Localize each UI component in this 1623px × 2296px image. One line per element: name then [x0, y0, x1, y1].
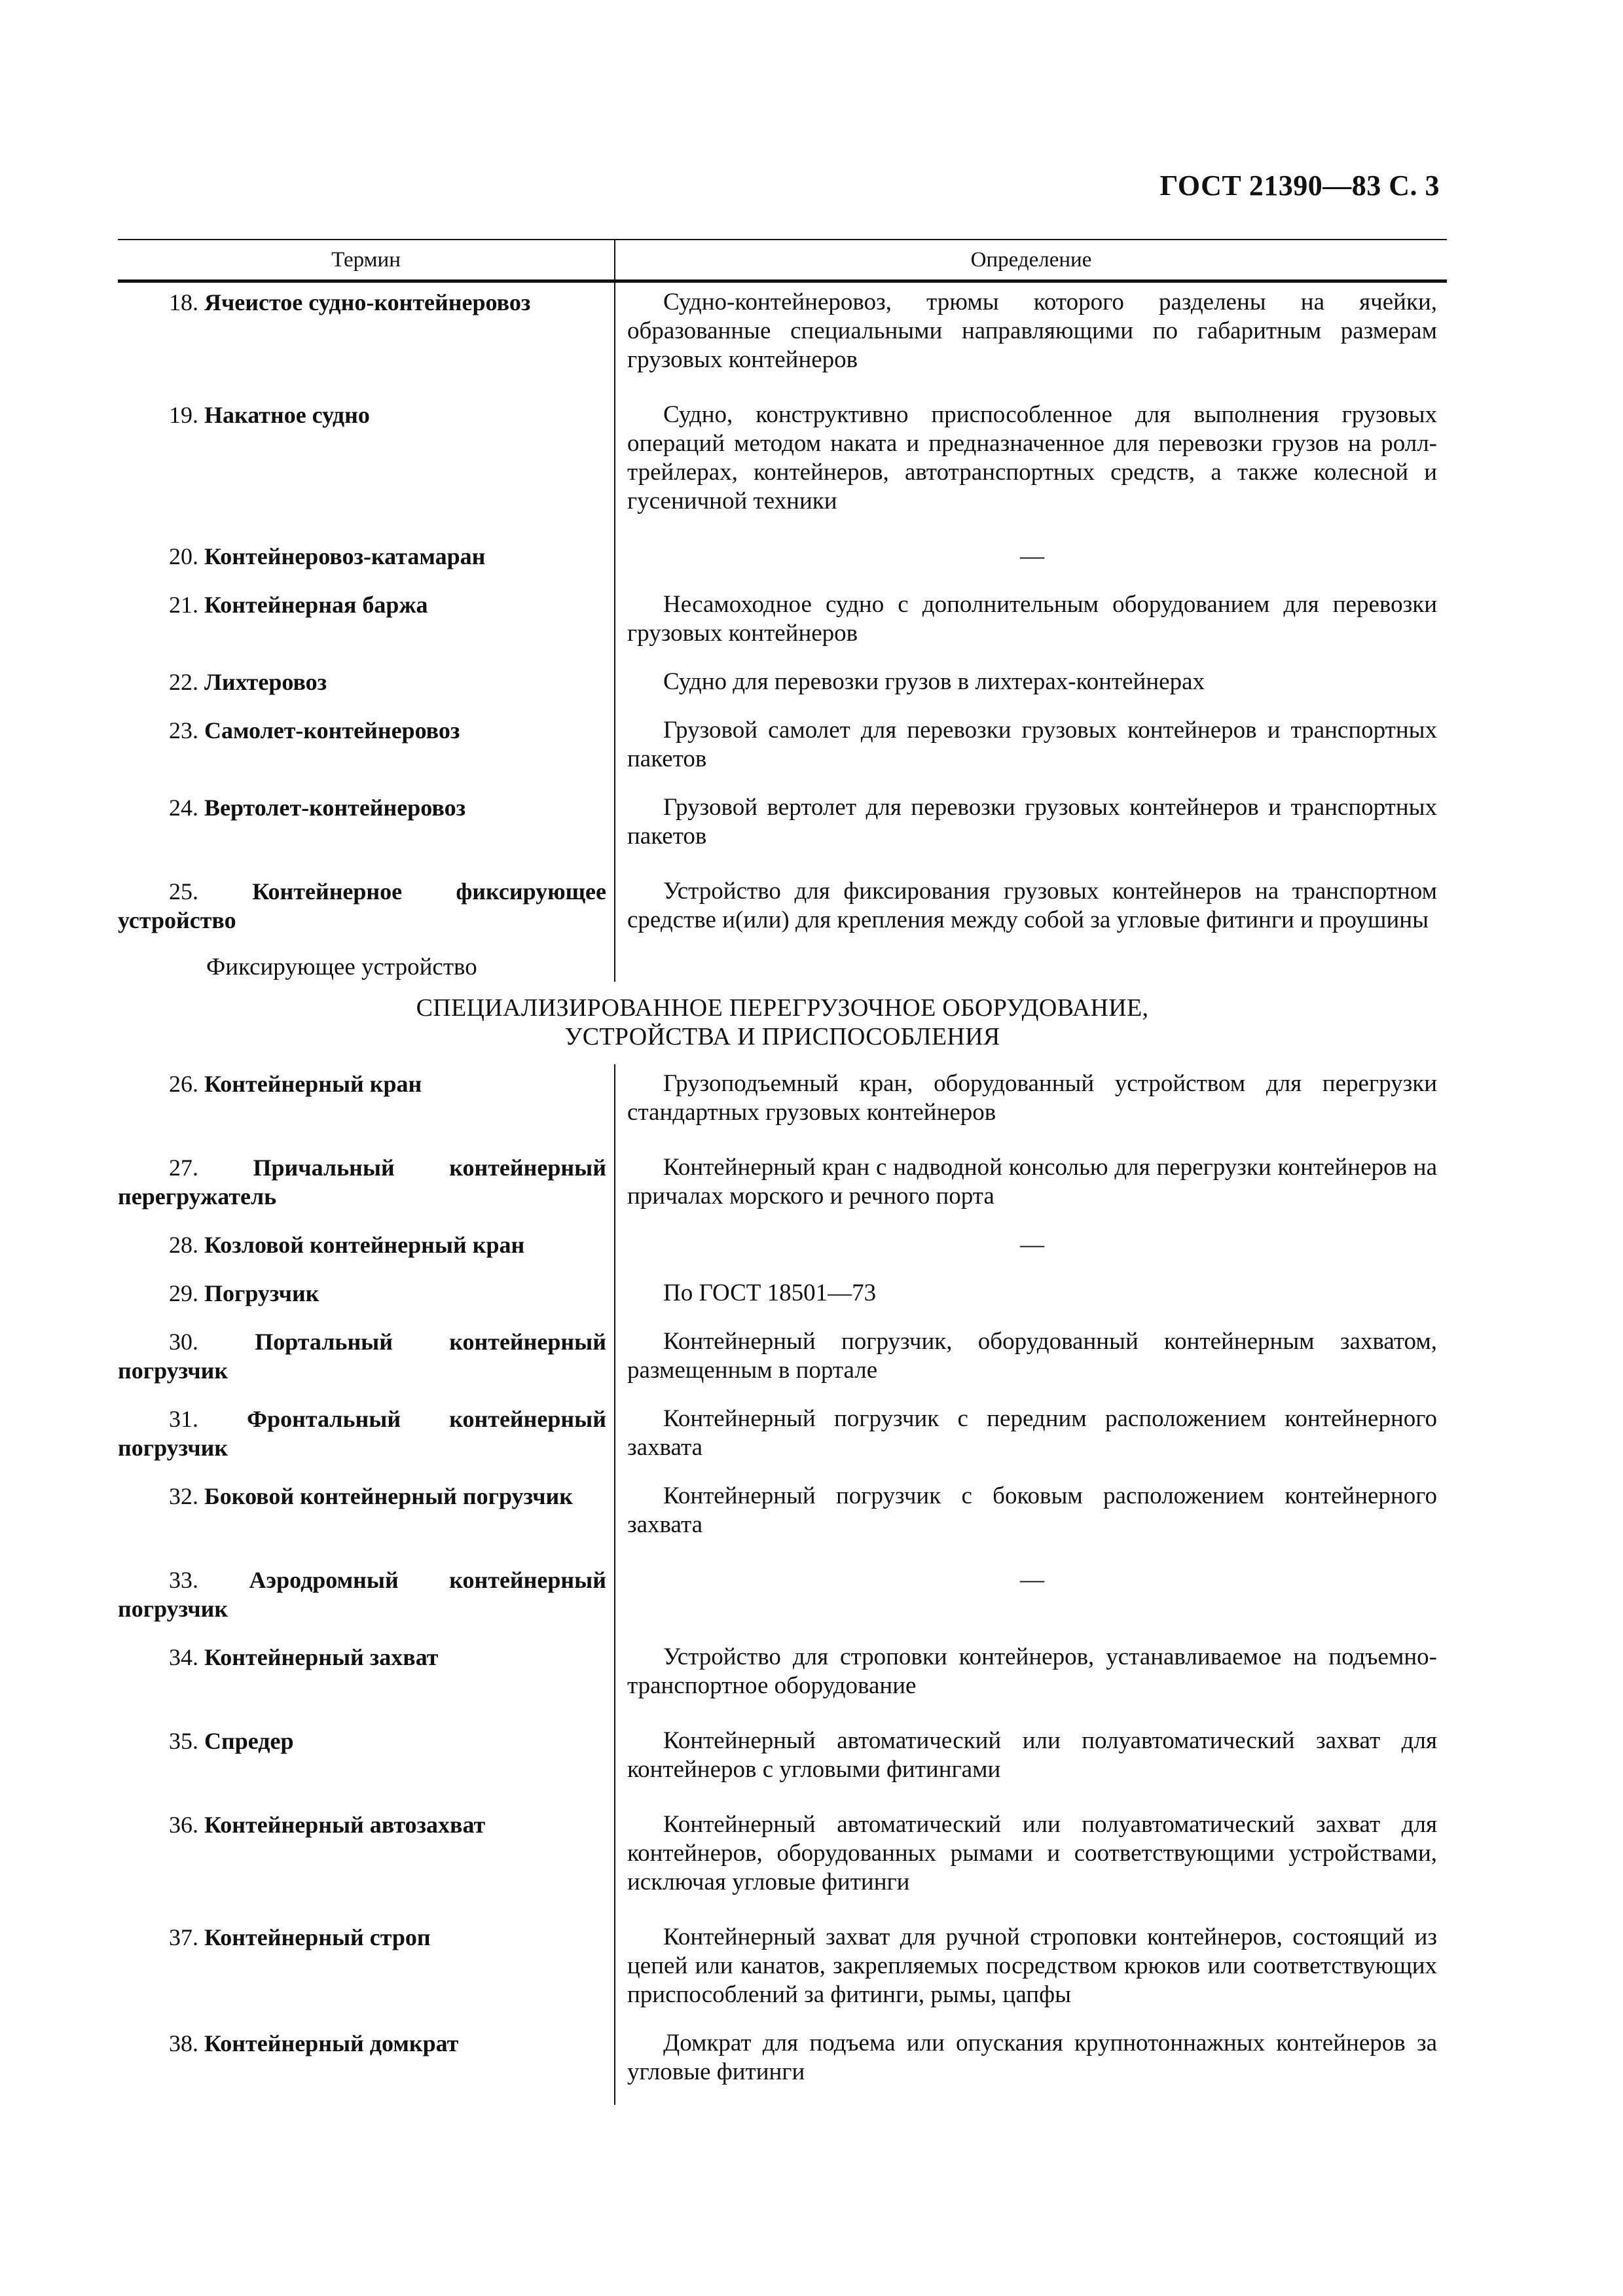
- term-19: 19. Накатное судно: [169, 402, 370, 428]
- term-25: 25. Контейнерное фиксирующее устройство Фиксирующее устройство: [118, 878, 607, 980]
- term-20: 20. Контейнеровоз-катамаран: [169, 543, 486, 569]
- term-33: 33. Аэродромный контейнерный погрузчик: [118, 1567, 607, 1622]
- definition-24: Грузовой вертолет для перевозки грузовых контейнеров и транспортных пакетов: [614, 793, 1447, 877]
- definition-23: Грузовой самолет для перевозки грузовых контейнеров и транспортных пакетов: [614, 716, 1447, 793]
- definition-34: Устройство для строповки контейнеров, устанавливаемое на подъемно-транспортное оборудование: [614, 1643, 1447, 1727]
- page-header: ГОСТ 21390—83 С. 3: [1159, 170, 1440, 202]
- definition-37: Контейнерный захват для ручной строповки контейнеров, состоящий из цепей или канатов, закрепляемых посредством крюков или соответствующих приспособлений за фитинги, рымы, цапфы: [614, 1923, 1447, 2029]
- definition-32: Контейнерный погрузчик с боковым расположением контейнерного захвата: [614, 1482, 1447, 1566]
- definition-36: Контейнерный автоматический или полуавтоматический захват для контейнеров, оборудованных рымами и соответствующими устройствами, исключая угловые фитинги: [614, 1810, 1447, 1923]
- column-header-definition: Определение: [614, 240, 1447, 279]
- term-30: 30. Портальный контейнерный погрузчик: [118, 1329, 606, 1384]
- definition-19: Судно, конструктивно приспособленное для выполнения грузовых операций методом наката и предназначенное для перевозки грузов на ролл-трейлерах, контейнеров, автотранспортных средств, а также колесной и гусеничной техники: [614, 401, 1447, 542]
- definition-18: Судно-контейнеровоз, трюмы которого разделены на ячейки, образованные специальными направляющими по габаритным размерам грузовых контейнеров: [614, 283, 1447, 401]
- section-heading-line2: УСТРОЙСТВА И ПРИСПОСОБЛЕНИЯ: [564, 1023, 1000, 1050]
- term-23: 23. Самолет-контейнеровоз: [169, 717, 460, 744]
- term-29: 29. Погрузчик: [169, 1280, 319, 1306]
- definition-25: Устройство для фиксирования грузовых контейнеров на транспортном средстве и(или) для крепления между собой за угловые фитинги и проушины: [614, 877, 1447, 982]
- definition-26: Грузоподъемный кран, оборудованный устройством для перегрузки стандартных грузовых контейнеров: [614, 1064, 1447, 1153]
- definition-33: —: [614, 1566, 1447, 1643]
- definition-35: Контейнерный автоматический или полуавтоматический захват для контейнеров с угловыми фитингами: [614, 1727, 1447, 1810]
- term-35: 35. Спредер: [169, 1728, 294, 1754]
- table-body-part1: [118, 283, 1447, 982]
- term-22: 22. Лихтеровоз: [169, 669, 327, 695]
- definition-38: Домкрат для подъема или опускания крупнотоннажных контейнеров за угловые фитинги: [614, 2029, 1447, 2105]
- term-27: 27. Причальный контейнерный перегружатель: [118, 1155, 606, 1210]
- term-32: 32. Боковой контейнерный погрузчик: [169, 1483, 574, 1509]
- term-36: 36. Контейнерный автозахват: [169, 1812, 486, 1838]
- definition-27: Контейнерный кран с надводной консолью для перегрузки контейнеров на причалах морского и речного порта: [614, 1153, 1447, 1230]
- terms-table: [118, 239, 1447, 2105]
- definition-22: Судно для перевозки грузов в лихтерах-контейнерах: [614, 668, 1447, 716]
- definition-31: Контейнерный погрузчик с передним расположением контейнерного захвата: [614, 1405, 1447, 1482]
- term-37: 37. Контейнерный строп: [169, 1924, 431, 1950]
- column-header-term: Термин: [331, 248, 401, 272]
- table-body-part2: [118, 1064, 1447, 2105]
- definition-28: —: [614, 1230, 1447, 1279]
- term-24: 24. Вертолет-контейнеровоз: [169, 795, 466, 821]
- term-21: 21. Контейнерная баржа: [169, 592, 428, 618]
- term-25-synonym: Фиксирующее устройство: [206, 954, 477, 980]
- term-18: 18. Ячеистое судно-контейнеровоз: [169, 289, 531, 315]
- definition-29: По ГОСТ 18501—73: [614, 1279, 1447, 1327]
- term-38: 38. Контейнерный домкрат: [169, 2030, 459, 2056]
- term-34: 34. Контейнерный захват: [169, 1644, 439, 1670]
- definition-30: Контейнерный погрузчик, оборудованный контейнерным захватом, размещенным в портале: [614, 1327, 1447, 1405]
- term-26: 26. Контейнерный кран: [169, 1071, 422, 1097]
- section-heading-line1: СПЕЦИАЛИЗИРОВАННОЕ ПЕРЕГРУЗОЧНОЕ ОБОРУДОВАНИЕ,: [416, 994, 1149, 1022]
- term-31: 31. Фронтальный контейнерный погрузчик: [118, 1406, 607, 1461]
- table-header-row: [118, 240, 1447, 279]
- definition-21: Несамоходное судно с дополнительным оборудованием для перевозки грузовых контейнеров: [614, 590, 1447, 668]
- term-28: 28. Козловой контейнерный кран: [169, 1232, 525, 1258]
- section-heading: [118, 982, 1447, 1064]
- definition-20: —: [614, 542, 1447, 590]
